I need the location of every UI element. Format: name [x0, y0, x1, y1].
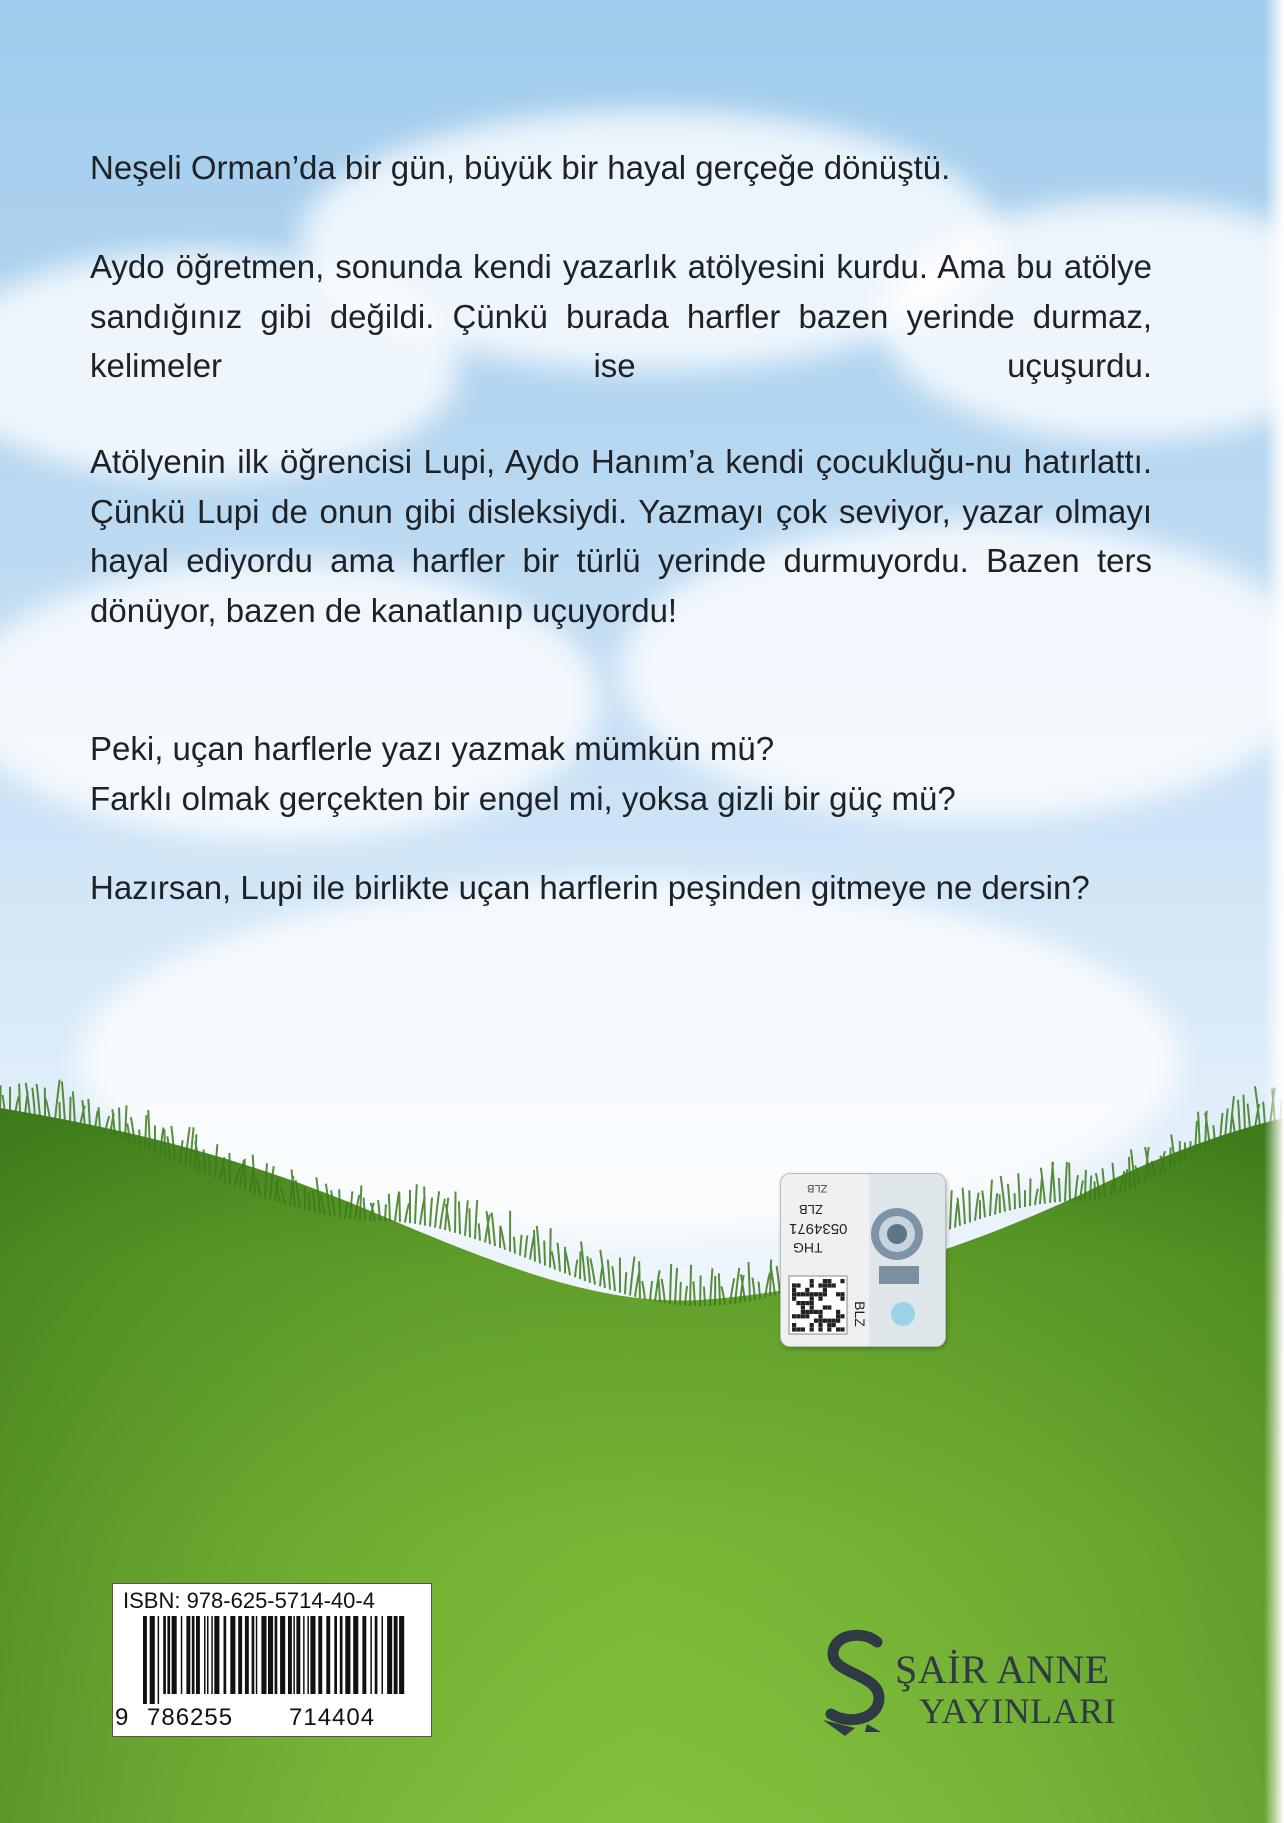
grass-blade [73, 1091, 75, 1124]
qr-module [823, 1305, 827, 1309]
grass-blade [1069, 1163, 1070, 1202]
grass-blade [1059, 1178, 1060, 1202]
qr-module [810, 1323, 814, 1327]
qr-module [801, 1292, 805, 1296]
qr-module [823, 1319, 827, 1323]
sticker-code-number: 0534971 [789, 1220, 848, 1237]
grass-blade [469, 1208, 470, 1237]
grass-blade [1008, 1184, 1010, 1210]
grass-blade [1247, 1104, 1250, 1130]
grass-blade [1129, 1157, 1130, 1189]
grass-blade [119, 1108, 120, 1140]
barcode-bar [268, 1616, 273, 1694]
grass-blade [975, 1193, 979, 1221]
qr-module [814, 1319, 818, 1323]
barcode-bar [340, 1616, 343, 1694]
grass-blade [1035, 1189, 1038, 1205]
qr-module [832, 1283, 836, 1287]
grass-blade [514, 1237, 515, 1254]
grass-blade [642, 1281, 645, 1299]
grass-blade [608, 1260, 610, 1290]
grass-blade [1090, 1175, 1091, 1200]
qr-module [814, 1292, 818, 1296]
barcode-bar [296, 1616, 300, 1694]
grass-blade [492, 1212, 495, 1246]
grass-blade [587, 1256, 590, 1283]
qr-module [832, 1319, 836, 1323]
barcode-bar [399, 1616, 404, 1694]
qr-module [810, 1297, 814, 1301]
barcode-bar [353, 1616, 358, 1694]
grass-blade [748, 1262, 750, 1301]
grass-blade [1085, 1170, 1086, 1201]
barcode-bar [387, 1616, 392, 1694]
qr-module [836, 1310, 840, 1314]
sticker-code-THG: THG [793, 1240, 823, 1256]
qr-module [792, 1292, 796, 1296]
barcode-bar [375, 1616, 378, 1694]
grass-blade [475, 1200, 477, 1239]
grass-blade [399, 1192, 400, 1222]
qr-module [823, 1288, 827, 1292]
sticker-code-ZLB-2: ZLB [807, 1182, 828, 1194]
qr-module [805, 1292, 809, 1296]
grass-blade [534, 1230, 535, 1262]
grass-blade [479, 1223, 480, 1240]
qr-module [840, 1297, 844, 1301]
grass-blade [558, 1243, 560, 1272]
grass-blade [520, 1235, 522, 1256]
qr-module [818, 1323, 822, 1327]
barcode-bar [163, 1616, 166, 1694]
qr-module [840, 1327, 844, 1331]
grass-blade [1065, 1162, 1067, 1202]
sticker-code-BLZ: BLZ [851, 1301, 868, 1327]
qr-module [818, 1319, 822, 1323]
grass-blade [659, 1279, 660, 1302]
grass-blade [995, 1193, 997, 1214]
blurb-paragraph-1: Neşeli Orman’da bir gün, büyük bir hayal gerçeğe dönüştü. [90, 149, 951, 186]
grass-blade [1001, 1176, 1005, 1212]
blurb-paragraph-6: Hazırsan, Lupi ile birlikte uçan harflerin peşinden gitmeye ne dersin? [90, 869, 1090, 906]
grass-blade [950, 1190, 952, 1229]
qr-module [818, 1327, 822, 1331]
qr-module [796, 1327, 800, 1331]
barcode-bar [167, 1616, 170, 1694]
barcode-bar [245, 1616, 249, 1694]
grass-blade [1243, 1095, 1245, 1132]
grass-blade [704, 1287, 705, 1306]
barcode-bar [172, 1616, 177, 1694]
qr-module [796, 1314, 800, 1318]
barcode-bar [288, 1616, 292, 1694]
grass-blade [415, 1184, 417, 1224]
grass-blade [670, 1264, 671, 1304]
qr-module [792, 1314, 796, 1318]
isbn-label: ISBN: 978-625-5714-40-4 [123, 1588, 375, 1613]
grass-blade [424, 1187, 425, 1226]
grass-blade [575, 1260, 577, 1278]
grass-blade [982, 1191, 985, 1218]
qr-module [810, 1310, 814, 1314]
grass-blade [1018, 1173, 1020, 1208]
grass-blade [440, 1199, 445, 1229]
grass-blade [389, 1194, 390, 1221]
qr-module [836, 1314, 840, 1318]
grass-blade [164, 1129, 165, 1157]
grass-blade [955, 1202, 957, 1227]
qr-module [836, 1319, 840, 1323]
grass-blade [465, 1200, 468, 1236]
grass-blade [662, 1279, 665, 1303]
barcode-bar [382, 1616, 384, 1694]
barcode-bar [196, 1616, 200, 1694]
grass-blade [1238, 1100, 1240, 1134]
grass-blade [1190, 1141, 1191, 1158]
barcode-bar [204, 1616, 206, 1694]
grass-blade [435, 1191, 439, 1227]
qr-module [823, 1279, 827, 1283]
qr-module [801, 1305, 805, 1309]
barcode-bar [230, 1616, 235, 1694]
grass-blade [700, 1276, 701, 1306]
barcode-bar [275, 1616, 278, 1694]
barcode-bar [394, 1616, 398, 1694]
qr-module [823, 1292, 827, 1296]
qr-module [805, 1288, 809, 1292]
barcode-bar [334, 1616, 337, 1694]
qr-module [801, 1301, 805, 1305]
grass-blade [544, 1241, 545, 1266]
qr-module [818, 1314, 822, 1318]
barcode-bar [307, 1616, 309, 1694]
grass-blade [612, 1266, 615, 1291]
qr-module [827, 1319, 831, 1323]
barcode-digit-group-1: 786255 [147, 1704, 234, 1731]
barcode-bar [192, 1616, 195, 1694]
barcode-bar [224, 1616, 227, 1694]
grass-blade [37, 1084, 40, 1117]
grass-blade [580, 1251, 581, 1279]
grass-blade [770, 1259, 771, 1296]
banderole-sticker [780, 1173, 946, 1347]
grass-blade [70, 1097, 71, 1124]
barcode [127, 1616, 417, 1706]
grass-blade [969, 1190, 970, 1222]
grass-blade [1170, 1147, 1171, 1169]
barcode-bar [303, 1616, 305, 1694]
qr-module [840, 1314, 844, 1318]
grass-blade [963, 1188, 965, 1224]
barcode-bar [252, 1616, 255, 1694]
barcode-digit-group-2: 714404 [289, 1704, 376, 1731]
grass-blade [958, 1198, 960, 1226]
isbn-barcode-box [112, 1583, 432, 1737]
barcode-bar [318, 1616, 322, 1694]
blurb-paragraph-2: Aydo öğretmen, sonunda kendi yazarlık atölyesini kurdu. Ama bu atölye sandığınız gibi değildi. Çünkü burada harfler bazen yerinde durmaz, kelimeler ise uçuşurdu. [90, 248, 1152, 384]
qr-module [792, 1327, 796, 1331]
barcode-bar [158, 1616, 160, 1704]
grass-blade [62, 1081, 65, 1122]
grass-blade [690, 1265, 691, 1306]
grass-blade [552, 1251, 555, 1269]
qr-module [810, 1305, 814, 1309]
page-edge [1264, 0, 1284, 1823]
qr-module [792, 1283, 796, 1287]
blurb-paragraph-5: Farklı olmak gerçekten bir engel mi, yoksa gizli bir güç mü? [90, 780, 956, 817]
qr-module [792, 1288, 796, 1292]
publisher-name-line-2: YAYINLARI [919, 1691, 1117, 1731]
grass-blade [581, 1242, 585, 1281]
grass-blade [639, 1261, 640, 1298]
qr-module [810, 1292, 814, 1296]
qr-module [818, 1310, 822, 1314]
grass-blade [630, 1257, 634, 1296]
grass-blade [385, 1204, 386, 1221]
grass-blade [680, 1282, 681, 1305]
grass-blade [32, 1088, 35, 1117]
grass-blade [719, 1273, 720, 1305]
grass-blade [139, 1130, 140, 1147]
barcode-bar [150, 1616, 155, 1704]
grass-blade [455, 1192, 456, 1233]
qr-module [814, 1310, 818, 1314]
barcode-bar [214, 1616, 219, 1694]
qr-module [810, 1301, 814, 1305]
barcode-bar [293, 1616, 295, 1694]
qr-module [836, 1292, 840, 1296]
blurb-paragraph-3: Atölyenin ilk öğrencisi Lupi, Aydo Hanım’a kendi çocukluğu-nu hatırlattı. Çünkü Lupi de onun gibi disleksiydi. Yazmayı çok seviyor, yazar olmayı hayal ediyordu ama harfler bir türlü yerinde durmuyordu. Bazen ters dönüyor, bazen de kanatlanıp uçuyordu! [90, 443, 1152, 629]
grass-blade [537, 1226, 540, 1264]
grass-blade [459, 1201, 460, 1234]
qr-module [792, 1297, 796, 1301]
qr-module [792, 1323, 796, 1327]
qr-module [840, 1279, 844, 1283]
qr-module [801, 1327, 805, 1331]
grass-blade [625, 1272, 626, 1294]
qr-module [810, 1279, 814, 1283]
grass-blade [590, 1258, 595, 1284]
qr-module [832, 1323, 836, 1327]
barcode-bar [256, 1616, 257, 1694]
barcode-bar [211, 1616, 213, 1694]
barcode-bar [345, 1616, 350, 1694]
barcode-bar [362, 1616, 366, 1694]
qr-module [827, 1327, 831, 1331]
grass-blade [1052, 1162, 1055, 1202]
qr-module [810, 1327, 814, 1331]
qr-module [836, 1327, 840, 1331]
barcode-bar [238, 1616, 242, 1694]
qr-module [796, 1301, 800, 1305]
qr-module [818, 1283, 822, 1287]
qr-module [805, 1310, 809, 1314]
blurb-paragraph-4: Peki, uçan harflerle yazı yazmak mümkün mü? [90, 730, 775, 767]
grass-blade [0, 1085, 1, 1114]
qr-module [801, 1310, 805, 1314]
qr-module [796, 1292, 800, 1296]
barcode-bar [181, 1616, 183, 1694]
qr-module [827, 1283, 831, 1287]
grass-blade [46, 1098, 50, 1119]
publisher-logo [815, 1628, 1165, 1738]
grass-blade [990, 1180, 992, 1216]
barcode-bar [143, 1616, 147, 1704]
qr-module [805, 1314, 809, 1318]
sticker-code-ZLB: ZLB [799, 1202, 823, 1217]
qr-module [810, 1283, 814, 1287]
qr-module [827, 1279, 831, 1283]
grass-blade [675, 1268, 677, 1305]
qr-module [840, 1292, 844, 1296]
grass-blade [650, 1281, 652, 1300]
publisher-s-mark-icon [815, 1628, 905, 1738]
barcode-bar [186, 1616, 190, 1694]
qr-module [801, 1314, 805, 1318]
grass-blade [430, 1198, 432, 1227]
barcode-digit-first: 9 [115, 1704, 130, 1731]
barcode-bar [310, 1616, 315, 1694]
barcode-bar [280, 1616, 285, 1694]
qr-module [827, 1305, 831, 1309]
qr-module [823, 1283, 827, 1287]
grass-blade [209, 1154, 210, 1176]
barcode-bar [261, 1616, 266, 1694]
barcode-bar [370, 1616, 372, 1694]
qr-module [796, 1283, 800, 1287]
grass-blade [19, 1084, 20, 1115]
grass-blade [525, 1235, 527, 1257]
barcode-bar [207, 1616, 209, 1694]
grass-blade [59, 1102, 60, 1121]
qr-module [818, 1297, 822, 1301]
grass-blade [1094, 1181, 1095, 1199]
publisher-name-line-1: ŞAİR ANNE [895, 1647, 1110, 1692]
qr-module [818, 1292, 822, 1296]
barcode-bar [326, 1616, 330, 1694]
grass-blade [229, 1153, 230, 1184]
grass-blade [339, 1189, 340, 1217]
qr-module [805, 1301, 809, 1305]
grass-blade [405, 1203, 409, 1222]
qr-module [827, 1323, 831, 1327]
grass-blade [550, 1228, 551, 1267]
